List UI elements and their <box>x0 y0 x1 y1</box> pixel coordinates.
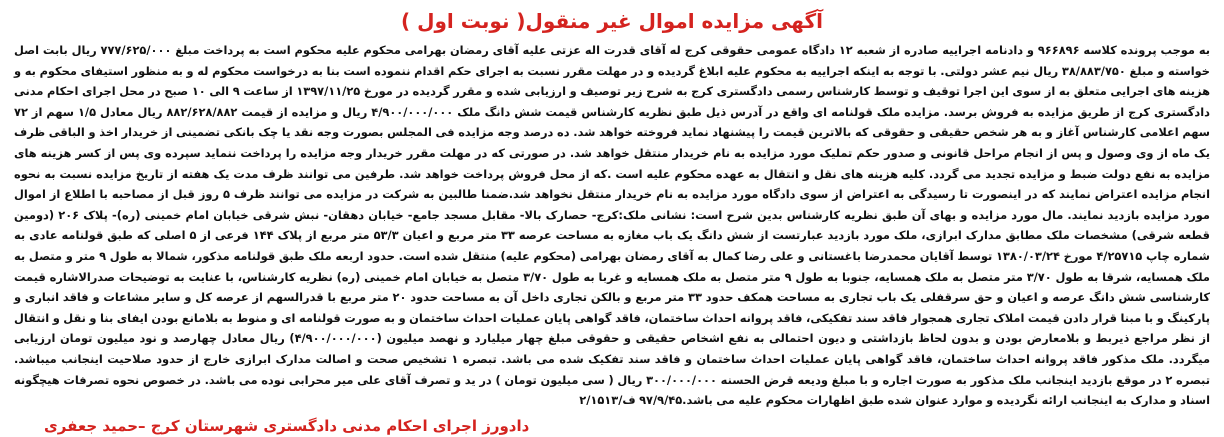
notice-body: به موجب پرونده کلاسه ۹۶۶۸۹۶ و دادنامه اجراییه صادره از شعبه ۱۲ دادگاه عمومی حقوقی کرج له آقای قدرت اله عزتی علیه آقای رمضان بهرامی محکوم علیه محکوم است به پرداخت مبلغ ۷۷۷/۶۲۵/۰۰۰ ریال بابت اصل خواسته و مبلغ ۳۸/۸۸۳/۷۵۰ ریال نیم عشر دولتی. با توجه به اینکه اجراییه به محکوم علیه ابلاغ گردیده و در مهلت مقرر نسبت به اجرای حکم اقدام ننموده است بنا به درخواست محکوم له و به منظور استیفای محکوم به و هزینه های اجرایی متعلق به از سوی این اجرا توقیف و توسط کارشناس رسمی دادگستری کرج به شرح زیر توصیف و ارزیابی شده و مقرر گردیده در مورخ ۱۳۹۷/۱۱/۲۵ از ساعت ۹ الی ۱۰ صبح در محل اجرای احکام مدنی دادگستری کرج از طریق مزایده به فروش برسد. مزایده ملک قولنامه ای واقع در آدرس ذیل طبق نظریه کارشناس قیمت شش دانگ ملک ۴/۹۰۰/۰۰۰/۰۰۰ ریال و مزایده از قیمت ۸۸۲/۶۲۸/۸۸۲ ریال معادل ۱/۵ سهم از ۷۲ سهم اعلامی کارشناس آغاز و به هر شخص حقیقی و حقوقی که بالاترین قیمت را پیشنهاد نماید فروخته خواهد شد. ده درصد وجه مزایده فی المجلس بصورت وجه نقد یا چک بانکی تضمینی از خریدار اخذ و الباقی ظرف یک ماه از وی وصول و پس از انجام مراحل قانونی و صدور حکم تملیک مورد مزایده به نام خریدار منتقل خواهد شد. در صورتی که در مهلت مقرر خریدار وجه مزایده را پرداخت ننماید سپرده وی پس از کسر هزینه های مزایده به نفع دولت ضبط و مزایده تجدید می گردد. کلیه هزینه های نقل و انتقال به عهده محکوم علیه است .که از محل فروش پرداخت خواهد شد. طرفین می توانند ظرف مدت یک هفته از تاریخ مزایده نسبت به نحوه انجام مزایده اعتراض نمایند که در اینصورت تا رسیدگی به اعتراض از سوی دادگاه مورد مزایده به نام خریدار منتقل نخواهد شد.ضمنا طالبین به شرکت در مزایده می توانند ظرف ۵ روز قبل از مصاحبه با اطلاع از اموال مورد مزایده بازدید نمایند. مال مورد مزایده و بهای آن طبق نظریه کارشناس بدین شرح است: نشانی ملک:کرج- حصارک بالا- مقابل مسجد جامع- خیابان دهقان- نبش شرقی خیابان امام خمینی (ره)- پلاک ۲۰۶ (دومین قطعه شرقی) مشخصات ملک مطابق مدارک ابرازی، ملک مورد بازدید عبارتست از شش دانگ یک باب مغازه به مساحت عرصه ۳۳ متر مربع و اعیان ۵۳/۳ متر مربع از پلاک ۱۴۴ فرعی از ۵ اصلی که طبق قولنامه عادی به شماره چاپ ۴/۲۵۷۱۵ مورخ ۱۳۸۰/۰۳/۲۴ توسط آقایان محمدرضا باغستانی و علی رضا کمال به آقای رمضان بهرامی (محکوم علیه) منتقل شده است. حدود اربعه ملک طبق قولنامه مذکور، شمالا به طول ۹ متر و متصل به ملک همسایه، شرقا به طول ۳/۷۰ متر متصل به ملک همسایه، جنوبا به طول ۹ متر متصل به ملک همسایه و غربا به طول ۳/۷۰ متصل به خیابان امام خمینی (ره) نظریه کارشناس، با عنایت به توضیحات صدرالاشاره قیمت کارشناسی شش دانگ عرصه و اعیان و حق سرقفلی یک باب تجاری به مساحت همکف حدود ۳۳ متر مربع و بالکن تجاری داخل آن به مساحت حدود ۲۰ متر مربع با قدرالسهم از عرصه کل و سایر مشاعات و فاقد انباری و پارکینگ و با مبنا قرار دادن قیمت املاک تجاری همجوار فاقد سند تفکیکی، فاقد پروانه احداث ساختمان، فاقد گواهی پایان عملیات احداث ساختمان و به صورت قولنامه ای و منوط به بلامانع بودن ایفای بنا و نقل و انتقال از نظر مراجع ذیربط و بلامعارض بودن و بدون لحاظ بازداشتی و دیون احتمالی به نفع اشخاص حقیقی و حقوقی مبلغ چهار میلیارد و نهصد میلیون (۴/۹۰۰/۰۰۰/۰۰۰) ریال معادل چهارصد و نود میلیون تومان ارزیابی میگردد. ملک مذکور فاقد پروانه احداث ساختمان، فاقد گواهی پایان عملیات احداث ساختمان و فاقد سند تفکیک شده می باشد. تبصره ۱ تشخیص صحت و اصالت مدارک ابرازی خارج از حدود صلاحیت اینجانب میباشد. تبصره ۲ در موقع بازدید اینجانب ملک مذکور به صورت اجاره و با مبلغ ودیعه قرض الحسنه ۳۰۰/۰۰۰/۰۰۰ ریال ( سی میلیون تومان ) در ید و تصرف آقای علی میر محرابی نوده می باشد. در خصوص نحوه تصرفات هیچگونه اسناد و مدارک به اینجانب ارائه نگردیده و موارد عنوان شده طبق اظهارات محکوم علیه می باشد.۹۷/۹/۴۵ ف/۲/۱۵۱۳ <box>14 43 1211 408</box>
notice-signature: دادورز اجرای احکام مدنی دادگستری شهرستان کرج –حمید جعفری <box>44 416 530 435</box>
notice-title: آگهی مزایده اموال غیر منقول( نوبت اول ) <box>401 9 823 33</box>
